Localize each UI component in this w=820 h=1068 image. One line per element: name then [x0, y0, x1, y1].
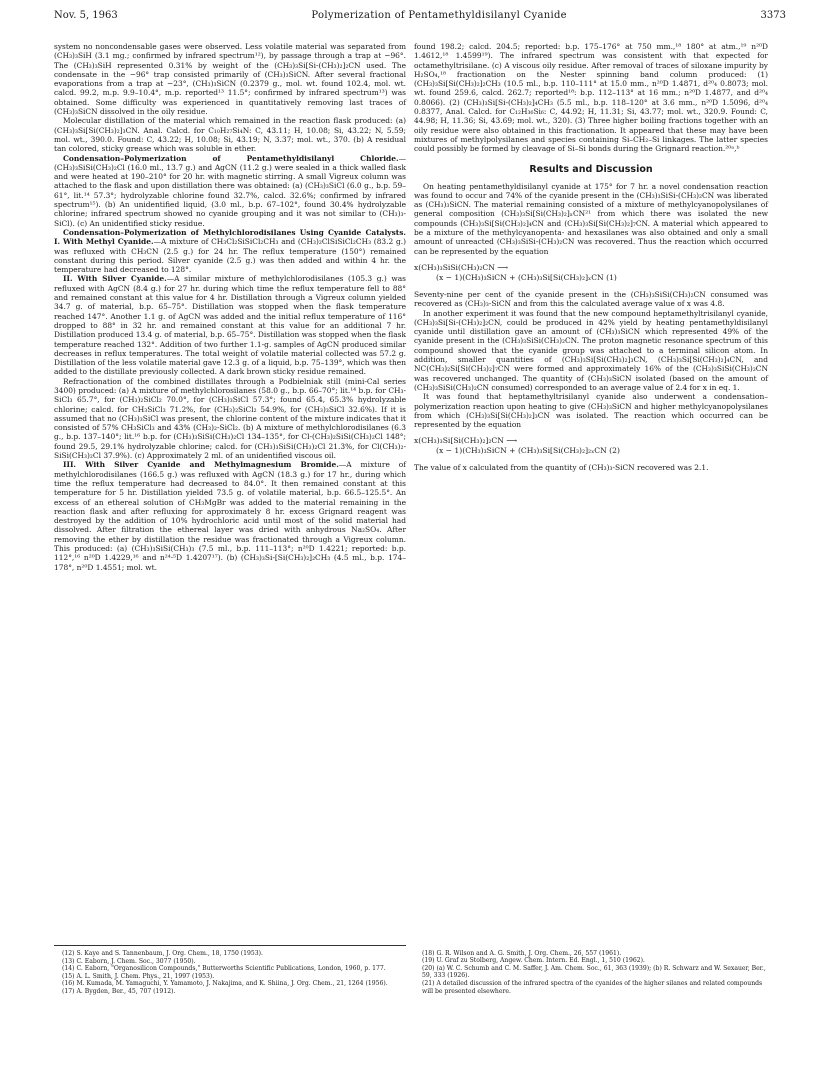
- header-title: Polymerization of Pentamethyldisilanyl Cyanide: [311, 10, 567, 21]
- equation-line: (x − 1)(CH₃)₃SiCN + (CH₃)₃Si[Si(CH₃)₂]ₓCN (1): [436, 272, 617, 282]
- footnote: (14) C. Eaborn, "Organosilicon Compounds," Butterworths Scientific Publications, London, 1960, p. 177.: [62, 965, 386, 973]
- equation-1: [414, 263, 768, 283]
- section-run-in-heading: II. With Silver Cyanide.: [63, 274, 167, 284]
- results-text: [414, 182, 768, 473]
- running-header: [54, 10, 786, 28]
- footnote: (20) (a) W. C. Schumb and C. M. Saffer, J. Am. Chem. Soc., 61, 363 (1939); (b) R. Schwarz and W. Sexauer, Ber., 59, 333 (1926).: [422, 964, 766, 980]
- paragraph: found 198.2; calcd. 204.5; reported: b.p. 175–176° at 750 mm.,¹⁸ 180° at atm.,¹⁹ n²⁰D 1.4612,¹⁸ 1.4599¹⁹). The infrared spectrum was consistent with that expected for octamethyltrisilane. (c) A viscous oily residue. After removal of traces of siloxane impurity by H₂SO₄,¹⁸ fractionation on the Nester spinning band column produced: (1) (CH₃)₃Si[Si(CH₃)₂]₂CH₃ (10.5 ml., b.p. 110–111° at 15.0 mm., n²⁰D 1.4871, d²⁰₄ 0.8073; mol. wt. found 259.6, calcd. 262.7; reported¹⁸: b.p. 112–113° at 16 mm.; n²⁰D 1.4877, and d²⁰₄ 0.8066). (2) (CH₃)₃Si[Si-(CH₃)₂]₄CH₃ (5.5 ml., b.p. 118–120° at 3.6 mm., n²⁰D 1.5096, d²⁰₄ 0.8377, Anal. Calcd. for C₁₂H₃₆Si₆: C, 44.92; H, 11.31; Si, 43.77; mol. wt., 320.9. Found: C, 44.98; H, 11.36; Si, 43.69; mol. wt., 320). (3) Three higher boiling fractions together with an oily residue were also obtained in this fractionation. It appeared that these may have been mixtures of methylpolysilanes and species containing Si–CH₂–Si linkages. The latter species could possibly be formed by cleavage of Si–Si bonds during the Grignard reaction.²⁰ᵃ,ᵇ: [414, 42, 768, 154]
- paragraph: It was found that heptamethyltrisilanyl cyanide also underwent a condensation–polymerization reaction upon heating to give (CH₃)₃SiCN and higher methylcyanopolysilanes from which (CH₃)₃Si[Si(CH₃)₂]₃CN was isolated. The reaction which occurred can be represented by the equation: [414, 392, 768, 430]
- section-heading: Results and Discussion: [529, 163, 653, 175]
- paragraph: [54, 460, 406, 572]
- right-column: [414, 42, 768, 473]
- footnote: (15) A. L. Smith, J. Chem. Phys., 21, 1997 (1953).: [62, 972, 215, 980]
- footnote-rule: [54, 945, 406, 946]
- section-run-in-heading: III. With Silver Cyanide and Methylmagnesium Bromide.: [63, 460, 339, 470]
- footnote: (18) G. R. Wilson and A. G. Smith, J. Org. Chem., 26, 557 (1961).: [422, 949, 622, 957]
- footnotes-right: [414, 945, 768, 995]
- footnote: (21) A detailed discussion of the infrared spectra of the cyanides of the higher silanes and related compounds will be presented elsewhere.: [422, 979, 763, 995]
- footnote: (16) M. Kumada, M. Yamaguchi, Y. Yamamoto, J. Nakajima, and K. Shiina, J. Org. Chem., 21, 1264 (1956).: [62, 980, 388, 988]
- page-number: 3373: [760, 10, 786, 21]
- footnotes-left: [54, 945, 406, 996]
- paragraph: system no noncondensable gases were observed. Less volatile material was separated from (CH₃)₃SiH (3.1 mg.; confirmed by infrared spectrum¹²), by passage through a trap at −96°. The (CH₃)₃SiH represented 0.31% by weight of the (CH₃)₃Si[Si-(CH₃)₂]₂CN used. The condensate in the −96° trap consisted primarily of (CH₃)₃SiCN. After several fractional evaporations from a trap at −23°, (CH₃)₃SiCN (0.2379 g., mol. wt. found 102.4, mol. wt. calcd. 99.2, m.p. 9.9–10.4°, m.p. reported¹³ 11.5°; confirmed by infrared spectrum¹³) was obtained. Some difficulty was experienced in quantitatively removing last traces of (CH₃)₃SiCN dissolved in the oily residue.: [54, 42, 406, 117]
- paragraph: Molecular distillation of the material which remained in the reaction flask produced: (a) (CH₃)₃Si[Si(CH₃)₂]₃CN. Anal. Calcd. for C₁₀H₂₇Si₄N: C, 43.11; H, 10.08; Si, 43.22; N, 5.59; mol. wt., 390.0. Found: C, 43.22; H, 10.08; Si, 43.19; N, 3.37; mol. wt., 370. (b) A residual tan colored, sticky grease which was soluble in ether.: [54, 116, 406, 154]
- paragraph: In another experiment it was found that the new compound heptamethyltrisilanyl cyanide, (CH₃)₃Si[Si-(CH₃)₂]₂CN, could be produced in 42% yield by heating pentamethyldisilanyl cyanide until distillation gave an amount of (CH₃)₃SiCN which represented 49% of the cyanide present in the (CH₃)₃SiSi(CH₃)₂CN. The proton magnetic resonance spectrum of this compound showed that the cyanide group was attached to a terminal silicon atom. In addition, smaller quantities of (CH₃)₃Si[Si(CH₃)₂]₃CN, (CH₃)₃Si[Si(CH₃)₂]₄CN, and NC(CH₃)₂Si[Si(CH₃)₂]₇CN were formed and approximately 16% of the (CH₃)₃SiSi(CH₃)₂CN was recovered unchanged. The quantity of (CH₃)₃SiCN isolated (based on the amount of (CH₃)₃SiSi(CH₃)₂CN consumed) corresponded to an average value of 2.4 for x in eq. 1.: [414, 308, 768, 392]
- equation-line: x(CH₃)₃Si[Si(CH₃)₂]₂CN ⟶: [414, 436, 518, 446]
- paragraph: The value of x calculated from the quantity of (CH₃)₃-SiCN recovered was 2.1.: [414, 463, 709, 473]
- paragraph-text: —A mixture of methylchlorodisilanes (166.5 g.) was refluxed with AgCN (18.3 g.) for 17 hr., during which time the reflux temperature had decreased to 84.0°. It then remained constant at this temperature for 5 hr. Distillation yielded 73.5 g. of volatile material, b.p. 66.5–125.5°. An excess of an ethereal solution of CH₃MgBr was added to the material remaining in the reaction flask and after refluxing for approximately 8 hr. excess Grignard reagent was destroyed by the addition of 10% hydrochloric acid until most of the solid material had dissolved. After filtration the ethereal layer was dried with anhydrous Na₂SO₄. After removing the ether by distillation the residue was fractionated through a Vigreux column. This produced: (a) (CH₃)₃SiSi(CH₃)₃ (7.5 ml., b.p. 111–113°; n²⁰D 1.4221; reported: b.p. 112°,¹⁶ n²⁰D 1.4229,¹⁶ and n²⁴·⁵D 1.4207¹⁷). (b) (CH₃)₃Si-[Si(CH₃)₂]₂CH₃ (4.5 ml., b.p. 174–178°, n²⁰D 1.4551; mol. wt.: [54, 460, 406, 572]
- paragraph-text: —A similar mixture of methylchlorodisilanes (105.3 g.) was refluxed with AgCN (8.4 g.) for 27 hr. during which time the reflux temperature fell to 88° and remained constant at this value for 4 hr. Distillation through a Vigreux column yielded 34.7 g. of material, b.p. 65–75°. Distillation was stopped when the flask temperature reached 147°. Another 1.1 g. of AgCN was added and the initial reflux temperature of 116° dropped to 88° in 32 hr. and remained constant at this value for an additional 7 hr. Distillation produced 13.4 g. of material, b.p. 65–75°. Distillation was stopped when the flask temperature reached 132°. Addition of two further 1.1-g. samples of AgCN produced similar decreases in reflux temperatures. The total weight of volatile material collected was 57.2 g. Distillation of the less volatile material gave 12.3 g. of a liquid, b.p. 75–139°, which was then added to the distillate previously collected. A dark brown sticky residue remained.: [54, 274, 406, 377]
- equation-line: (x − 1)(CH₃)₃SiCN + (CH₃)₃Si[Si(CH₃)₂]₂ₓCN (2): [436, 446, 620, 456]
- section-run-in-heading: Condensation–Polymerization of Methylchlorodisilanes Using Cyanide Catalysts. I. With Methyl Cyanide.: [54, 227, 406, 247]
- paragraph: Refractionation of the combined distillates through a Podbielniak still (mini-Cal series 3400) produced: (a) A mixture of methylchlorosilanes (58.0 g., b.p. 66–70°; lit.¹⁴ b.p. for CH₃-SiCl₃ 65.7°, for (CH₃)₂SiCl₂ 70.0°, for (CH₃)₃SiCl 57.3°; found 65.4, 65.3% hydrolyzable chlorine; calcd. for CH₃SiCl₃ 71.2%, for (CH₃)₂SiCl₂ 54.9%, for (CH₃)₃SiCl 32.6%). If it is assumed that no (CH₃)₃SiCl was present, the chlorine content of the mixture indicates that it consisted of 57% CH₃SiCl₃ and 43% (CH₃)₂-SiCl₂. (b) A mixture of methylchlorodisilanes (6.3 g., b.p. 137–140°; lit.¹⁶ b.p. for (CH₃)₃SiSi(CH₃)₂Cl 134–135°, for Cl-(CH₃)₂SiSi(CH₃)₂Cl 148°; found 29.5, 29.1% hydrolyzable chlorine; calcd. for (CH₃)₃SiSi(CH₃)₂Cl 21.3%, for Cl(CH₃)₂-SiSi(CH₃)₂Cl 37.9%). (c) Approximately 2 ml. of an unidentified viscous oil.: [54, 376, 406, 461]
- footnote: (13) C. Eaborn, J. Chem. Soc., 3077 (1950).: [62, 957, 196, 965]
- header-date: Nov. 5, 1963: [54, 10, 118, 21]
- paragraph: [54, 274, 406, 376]
- paragraph-text: —(CH₃)₃SiSi(CH₃)₂Cl (16.0 ml., 13.7 g.) and AgCN (11.2 g.) were sealed in a thick walled flask and were heated at 190–210° for 20 hr. with magnetic stirring. A small Vigreux column was attached to the flask and upon distillation there was obtained: (a) (CH₃)₃SiCl (6.0 g., b.p. 59–61°, lit.¹⁴ 57.3°; hydrolyzable chlorine found 32.7%, calcd. 32.6%; confirmed by infrared spectrum¹⁵). (b) An unidentified liquid, (3.0 ml., b.p. 67–102°, found 30.4% hydrolyzable chlorine; infrared spectrum showed no cyanide grouping and it was not similar to (CH₃)₃-SiCl). (c) An unidentified sticky residue.: [54, 153, 406, 228]
- footnote: (17) A. Bygden, Ber., 45, 707 (1912).: [62, 987, 176, 995]
- footnote: (19) U. Graf zu Stolberg, Angew. Chem. Intern. Ed. Engl., 1, 510 (1962).: [422, 957, 645, 965]
- paragraph: [54, 228, 406, 274]
- paragraph: On heating pentamethyldisilanyl cyanide at 175° for 7 hr. a novel condensation reaction was found to occur and 74% of the cyanide present in the (CH₃)₃SiSi-(CH₃)₂CN was liberated as (CH₃)₃SiCN. The material remaining consisted of a mixture of methylcyanopolysilanes of general composition (CH₃)₃Si[Si(CH₃)₂]ₓCN²¹ from which there was isolated the new compounds (CH₃)₃Si[Si(CH₃)₂]₄CN and (CH₃)₃Si[Si(CH₃)₂]₇CN. A material which appeared to be a mixture of the methylcyanopenta- and hexasilanes was also obtained and only a small amount of unreacted (CH₃)₃SiSi-(CH₃)₂CN was recovered. Thus the reaction which occurred can be represented by the equation: [414, 181, 768, 256]
- paragraph: Seventy-nine per cent of the cyanide present in the (CH₃)₃SiSi(CH₃)₂CN consumed was recovered as (CH₃)₃-SiCN and from this the calculated average value of x was 4.8.: [414, 289, 768, 309]
- section-run-in-heading: Condensation–Polymerization of Pentamethyldisilanyl Chloride.: [63, 153, 399, 163]
- paragraph: [54, 154, 406, 228]
- equation-line: x(CH₃)₃SiSi(CH₃)₂CN ⟶: [414, 262, 509, 272]
- footnote: (12) S. Kaye and S. Tannenbaum, J. Org. Chem., 18, 1750 (1953).: [62, 950, 263, 957]
- equation-2: [414, 436, 768, 456]
- left-column: [54, 42, 406, 572]
- paragraph-text: —A mixture of CH₃Cl₂SiSiCl₂CH₃ and (CH₃)₂ClSiSiCl₂CH₃ (83.2 g.) was refluxed with CH₃CN (2.5 g.) for 24 hr. The reflux temperature (150°) remained constant during this period. Silver cyanide (2.5 g.) was then added and within 4 hr. the temperature had decreased to 128°.: [54, 237, 406, 275]
